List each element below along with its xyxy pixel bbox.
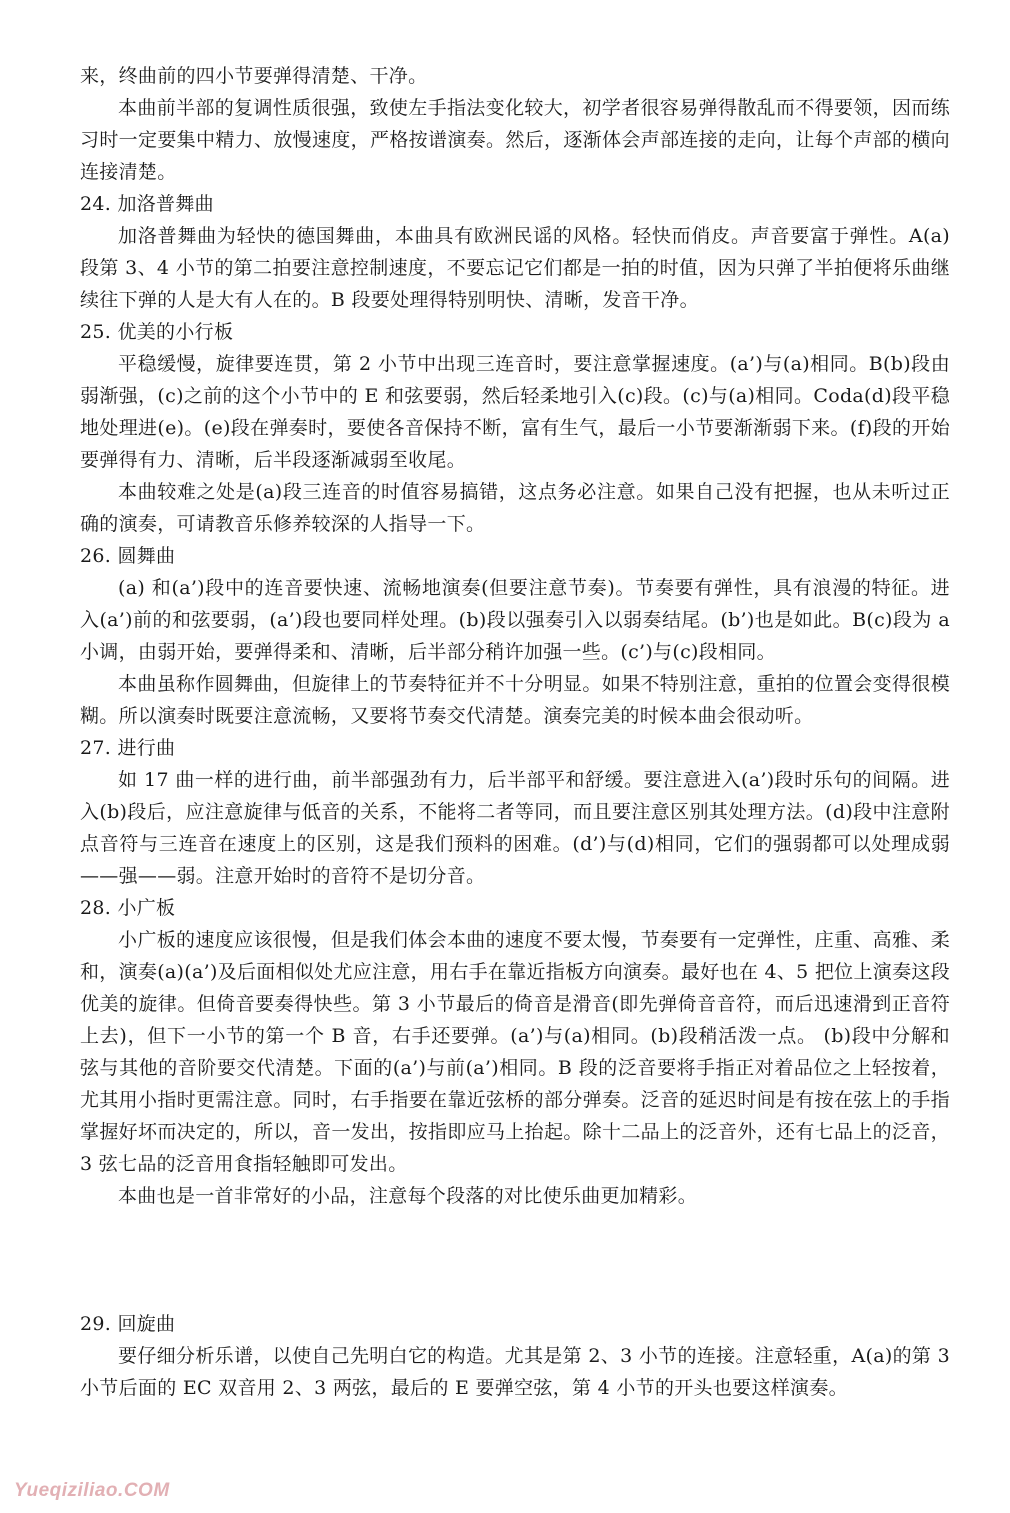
paragraph: 要仔细分析乐谱，以使自己先明白它的构造。尤其是第 2、3 小节的连接。注意轻重，A(a)的第 3 小节后面的 EC 双音用 2、3 两弦，最后的 E 要弹空弦，第 4 小节的开头也要这样演奏。 xyxy=(80,1345,950,1399)
paragraph-continuation: 来，终曲前的四小节要弹得清楚、干净。 xyxy=(80,65,428,87)
blank-gap xyxy=(80,1212,950,1308)
paragraph: 本曲虽称作圆舞曲，但旋律上的节奏特征并不十分明显。如果不特别注意，重拍的位置会变得很模糊。所以演奏时既要注意流畅，又要将节奏交代清楚。演奏完美的时候本曲会很动听。 xyxy=(80,673,950,727)
paragraph: 平稳缓慢，旋律要连贯，第 2 小节中出现三连音时，要注意掌握速度。(a’)与(a)相同。B(b)段由弱渐强，(c)之前的这个小节中的 E 和弦要弱，然后轻柔地引入(c)段。(c)与(a)相同。Coda(d)段平稳地处理进(e)。(e)段在弹奏时，要使各音保持不断，富有生气，最后一小节要渐渐弱下来。(f)段的开始要弹得有力、清晰，后半段逐渐减弱至收尾。 xyxy=(80,353,950,471)
section-heading-27: 27. 进行曲 xyxy=(80,737,176,759)
paragraph: 本曲前半部的复调性质很强，致使左手指法变化较大，初学者很容易弹得散乱而不得要领，因而练习时一定要集中精力、放慢速度，严格按谱演奏。然后，逐渐体会声部连接的走向，让每个声部的横向连接清楚。 xyxy=(80,97,950,183)
section-heading-24: 24. 加洛普舞曲 xyxy=(80,193,214,215)
section-heading-28: 28. 小广板 xyxy=(80,897,176,919)
paragraph: 小广板的速度应该很慢，但是我们体会本曲的速度不要太慢，节奏要有一定弹性，庄重、高雅、柔和，演奏(a)(a’)及后面相似处尤应注意，用右手在靠近指板方向演奏。最好也在 4、5 把位上演奏这段优美的旋律。但倚音要奏得快些。第 3 小节最后的倚音是滑音(即先弹倚音音符，而后迅速滑到正音符上去)，但下一小节的第一个 B 音，右手还要弹。(a’)与(a)相同。(b)段稍活泼一点。 (b)段中分解和弦与其他的音阶要交代清楚。下面的(a’)与前(a’)相同。B 段的泛音要将手指正对着品位之上轻按着，尤其用小指时更需注意。同时，右手指要在靠近弦桥的部分弹奏。泛音的延迟时间是有按在弦上的手指掌握好坏而决定的，所以，音一发出，按指即应马上抬起。除十二品上的泛音外，还有七品上的泛音，3 弦七品的泛音用食指轻触即可发出。 xyxy=(80,929,950,1175)
section-heading-25: 25. 优美的小行板 xyxy=(80,321,234,343)
paragraph: 本曲也是一首非常好的小品，注意每个段落的对比使乐曲更加精彩。 xyxy=(118,1185,698,1207)
section-heading-26: 26. 圆舞曲 xyxy=(80,545,176,567)
paragraph: 加洛普舞曲为轻快的德国舞曲，本曲具有欧洲民谣的风格。轻快而俏皮。声音要富于弹性。A(a)段第 3、4 小节的第二拍要注意控制速度，不要忘记它们都是一拍的时值，因为只弹了半拍便将乐曲继续往下弹的人是大有人在的。B 段要处理得特别明快、清晰，发音干净。 xyxy=(80,225,950,311)
paragraph: (a) 和(a’)段中的连音要快速、流畅地演奏(但要注意节奏)。节奏要有弹性，具有浪漫的特征。进入(a’)前的和弦要弱，(a’)段也要同样处理。(b)段以强奏引入以弱奏结尾。(b’)也是如此。B(c)段为 a 小调，由弱开始，要弹得柔和、清晰，后半部分稍许加强一些。(c’)与(c)段相同。 xyxy=(80,577,950,663)
section-heading-29: 29. 回旋曲 xyxy=(80,1313,176,1335)
watermark-logo: Yueqiziliao.COM xyxy=(14,1480,170,1501)
paragraph: 如 17 曲一样的进行曲，前半部强劲有力，后半部平和舒缓。要注意进入(a’)段时乐句的间隔。进入(b)段后，应注意旋律与低音的关系，不能将二者等同，而且要注意区别其处理方法。(d)段中注意附点音符与三连音在速度上的区别，这是我们预料的困难。(d’)与(d)相同，它们的强弱都可以处理成弱——强——弱。注意开始时的音符不是切分音。 xyxy=(80,769,950,887)
paragraph: 本曲较难之处是(a)段三连音的时值容易搞错，这点务必注意。如果自己没有把握，也从未听过正确的演奏，可请教音乐修养较深的人指导一下。 xyxy=(80,481,950,535)
